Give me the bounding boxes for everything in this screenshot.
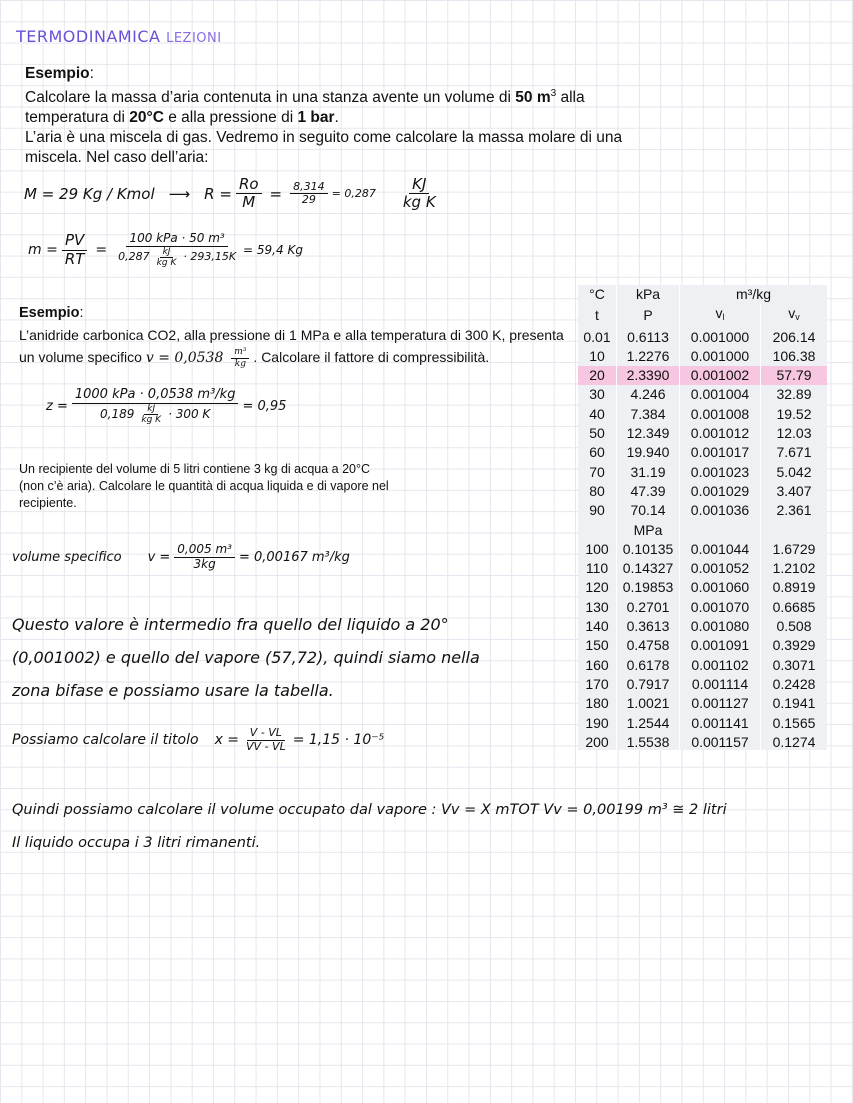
example-2-text: L’anidride carbonica CO2, alla pressione di 1 MPa e alla temperatura di 300 K, presenta un volume specifico v = 0,0538 $\frac{\text{m³}}{kg}$ . Calcolare il fattore di compressibilità. — [19, 327, 564, 369]
saturated-water-table — [578, 285, 827, 750]
example-2-label: Esempio — [19, 305, 80, 321]
table-cell: 0.6685 — [772, 598, 816, 615]
table-cell: 1.5538 — [617, 733, 680, 752]
table-cell: 70.14 — [617, 501, 680, 520]
compressibility-formula: z = 1000 kPa · 0,0538 m³/kg 0,189 $\frac{kJ}{\text{kg K}}$ · 300 K = 0,95 — [46, 387, 287, 426]
table-cell: 0.10135 — [617, 540, 680, 559]
table-cell: 0.508 — [776, 618, 812, 635]
table-cell: 150 — [578, 636, 617, 655]
table-cell: 130 — [578, 598, 617, 617]
table-cell: 1.2102 — [772, 560, 816, 577]
table-cell: 40 — [578, 405, 617, 424]
table-cell: 0.6178 — [617, 656, 680, 675]
table-cell: 140 — [578, 617, 617, 636]
table-row — [578, 424, 827, 443]
quality-formula: Possiamo calcolare il titolo x = $\frac{V - VL}{VV - VL}$ = 1,15 · 10⁻⁵ — [12, 726, 385, 753]
table-cell: 106.38 — [772, 347, 816, 364]
example-1-line2: temperatura di 20°C e alla pressione di 1 bar. — [25, 109, 339, 127]
table-row — [578, 540, 827, 559]
title-sub: LEZIONI — [166, 31, 222, 46]
table-cell: 1.6729 — [772, 540, 816, 557]
table-cell: 0.001000 — [680, 347, 761, 366]
table-cell: 10 — [578, 347, 617, 366]
table-cell: 0.001008 — [680, 405, 761, 424]
table-cell: 0.001114 — [680, 675, 761, 694]
example-1-line3: L’aria è una miscela di gas. Vedremo in seguito come calcolare la massa molare di una miscela. Nel caso dell’aria: — [25, 129, 623, 167]
table-cell: 90 — [578, 501, 617, 520]
table-row — [578, 733, 827, 752]
table-header-row: °C kPa m³/kg — [578, 285, 827, 304]
table-cell: 0.001002 — [680, 366, 761, 385]
table-cell: 12.03 — [776, 425, 812, 442]
table-cell: 0.001012 — [680, 424, 761, 443]
table-row — [578, 714, 827, 733]
table-cell: 50 — [578, 424, 617, 443]
table-cell: 160 — [578, 656, 617, 675]
table-cell: 0.2701 — [617, 598, 680, 617]
table-cell: 0.7917 — [617, 675, 680, 694]
table-cell: 206.14 — [772, 328, 816, 345]
table-cell: 0.1274 — [772, 733, 816, 750]
page-title — [16, 27, 222, 46]
table-cell: 0.1565 — [772, 714, 816, 731]
table-cell: 0.001091 — [680, 636, 761, 655]
table-cell: 180 — [578, 694, 617, 713]
table-cell: 3.407 — [776, 482, 812, 499]
table-cell: 80 — [578, 482, 617, 501]
table-cell: 0.8919 — [772, 579, 816, 596]
vapor-volume-conclusion: Quindi possiamo calcolare il volume occupato dal vapore : Vv = X mTOT Vv = 0,00199 m³ ≅ 2 litri Il liquido occupa i 3 litri rimanenti. — [12, 802, 727, 851]
table-cell: 19.940 — [617, 443, 680, 462]
table-cell: 0.001017 — [680, 443, 761, 462]
table-row — [578, 405, 827, 424]
table-row — [578, 675, 827, 694]
table-cell: 0.4758 — [617, 636, 680, 655]
table-cell: 5.042 — [776, 463, 812, 480]
table-cell: 110 — [578, 559, 617, 578]
table-cell: 0.001000 — [680, 328, 761, 347]
table-row — [578, 482, 827, 501]
table-cell: 0.3929 — [772, 637, 816, 654]
table-unit-row — [578, 521, 827, 540]
example-1-label: Esempio — [25, 65, 90, 82]
table-cell: 190 — [578, 714, 617, 733]
table-row — [578, 366, 827, 385]
table-row — [578, 347, 827, 366]
table-row — [578, 501, 827, 520]
table-cell: 0.001141 — [680, 714, 761, 733]
table-cell: 0.3071 — [772, 656, 816, 673]
table-row — [578, 328, 827, 347]
table-cell: 100 — [578, 540, 617, 559]
table-row — [578, 443, 827, 462]
table-cell: 200 — [578, 733, 617, 752]
table-cell: 32.89 — [776, 386, 812, 403]
table-cell: 0.2428 — [772, 675, 816, 692]
interpolation-note: Questo valore è intermedio fra quello del liquido a 20° (0,001002) e quello del vapore (57,72), quindi siamo nella zona bifase e possiamo usare la tabella. — [12, 615, 480, 700]
example-1-line1: Calcolare la massa d’aria contenuta in una stanza avente un volume di 50 $m^3$ alla — [25, 88, 585, 107]
molar-mass-formula: M = 29 Kg / Kmol ⟶ R = $\frac{Ro}{M}$ = $\frac{8,314}{29}$ = 0,287 $\frac{KJ}{\text{kg K}}$ — [24, 175, 436, 212]
example-3: Un recipiente del volume di 5 litri contiene 3 kg di acqua a 20°C (non c’è aria). Calcolare le quantità di acqua liquida e di vapore nel recipiente. — [19, 462, 389, 510]
table-cell: 0.001070 — [680, 598, 761, 617]
table-cell: 0.01 — [578, 328, 617, 347]
table-cell: 0.001127 — [680, 694, 761, 713]
table-cell: 120 — [578, 578, 617, 597]
table-cell: 0.19853 — [617, 578, 680, 597]
table-row — [578, 578, 827, 597]
table-cell: 60 — [578, 443, 617, 462]
table-row — [578, 559, 827, 578]
table-cell: 7.384 — [617, 405, 680, 424]
table-cell: 0.3613 — [617, 617, 680, 636]
table-row — [578, 617, 827, 636]
steam-table-grid — [578, 285, 827, 752]
table-cell: 4.246 — [617, 385, 680, 404]
table-cell: 2.361 — [776, 502, 812, 519]
table-cell: 19.52 — [776, 405, 812, 422]
specific-volume-formula: volume specifico v = $\frac{\text{0,005 m³}}{3kg}$ = 0,00167 m³/kg — [12, 542, 350, 571]
table-cell: 0.001157 — [680, 733, 761, 752]
table-cell: 1.2276 — [617, 347, 680, 366]
table-cell: 70 — [578, 463, 617, 482]
table-row — [578, 694, 827, 713]
table-cell: 0.6113 — [617, 328, 680, 347]
mpa-unit-label: MPa — [617, 521, 680, 540]
table-header-row: t P $v_l$ $v_v$ — [578, 304, 827, 327]
table-cell: 30 — [578, 385, 617, 404]
table-row — [578, 385, 827, 404]
table-cell: 0.14327 — [617, 559, 680, 578]
table-row — [578, 598, 827, 617]
table-cell: 0.001080 — [680, 617, 761, 636]
table-row — [578, 463, 827, 482]
example-1-label-line: Esempio: — [25, 65, 94, 82]
table-cell: 31.19 — [617, 463, 680, 482]
table-row — [578, 636, 827, 655]
example-1 — [25, 64, 665, 168]
table-cell: 170 — [578, 675, 617, 694]
table-cell: 0.001052 — [680, 559, 761, 578]
table-cell: 7.671 — [776, 444, 812, 461]
table-cell: 20 — [578, 366, 617, 385]
table-cell: 0.001023 — [680, 463, 761, 482]
table-cell: 0.001060 — [680, 578, 761, 597]
table-cell: 1.0021 — [617, 694, 680, 713]
table-cell: 12.349 — [617, 424, 680, 443]
table-cell: 0.001004 — [680, 385, 761, 404]
table-row — [578, 656, 827, 675]
table-cell: 0.001029 — [680, 482, 761, 501]
title-main: TERMODINAMICA — [16, 27, 161, 46]
table-cell: 0.001036 — [680, 501, 761, 520]
table-cell: 57.79 — [761, 366, 828, 385]
table-cell: 0.1941 — [772, 695, 816, 712]
table-cell: 1.2544 — [617, 714, 680, 733]
example-2: Esempio: L’anidride carbonica CO2, alla pressione di 1 MPa e alla temperatura di 300 K, presenta un volume specifico v = 0,0538 $\frac{\text{m³}}{kg}$ . Calcolare il fattore di compressibilità. — [19, 302, 579, 369]
air-mass-formula: m = $\frac{PV}{RT}$ = 100 kPa · 50 m³ 0,287 $\frac{kJ}{\text{kg K}}$ · 293,15K = 59,4 Kg — [28, 231, 303, 269]
table-cell: 0.001102 — [680, 656, 761, 675]
table-cell: 0.001044 — [680, 540, 761, 559]
arrow-icon: ⟶ — [168, 184, 191, 203]
table-cell: 2.3390 — [617, 366, 680, 385]
table-cell: 47.39 — [617, 482, 680, 501]
